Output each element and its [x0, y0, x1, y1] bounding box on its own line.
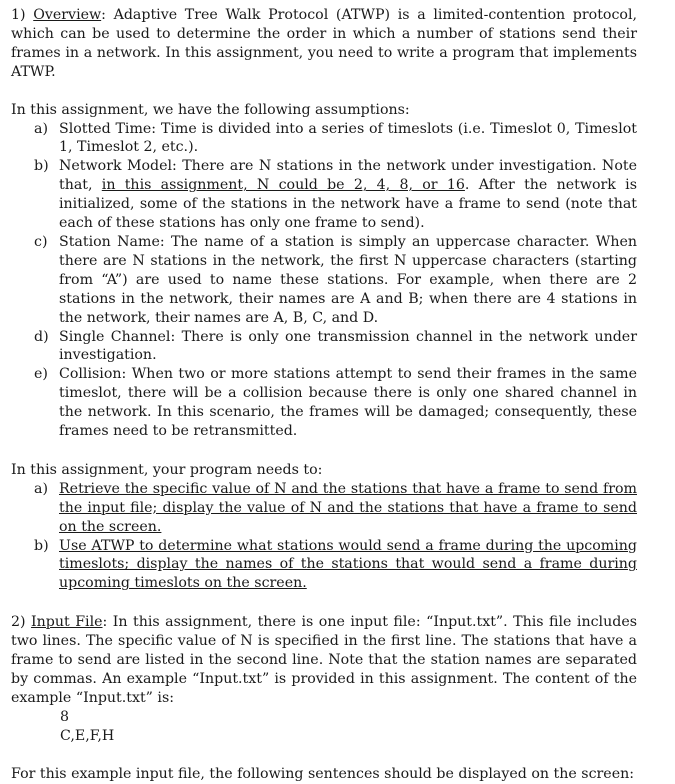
assumptions-intro: In this assignment, we have the following assumptions: [11, 101, 410, 118]
assumption-item [11, 120, 637, 158]
section-number: 2) [11, 614, 32, 631]
requirements-list [11, 480, 637, 593]
requirement-text: Use ATWP to determine what stations would send a frame during the upcoming timeslots; display the names of the stations that would send a frame during upcoming timeslots on the screen. [59, 537, 637, 592]
requirement-item [11, 537, 637, 594]
assumption-text: . After the network is initialized, some of the stations in the network have a frame to send (note that each of these stations has only one frame to send). [59, 177, 637, 232]
input-file-text: : In this assignment, there is one input file: “Input.txt”. This file includes two lines. The specific value of N is specified in the first line. The stations that have a frame to send are listed in the second line. Note that the station names are separated by commas. An example “Input.txt” is provided in this assignment. The content of the example “Input.txt” is: [11, 614, 637, 706]
input-file-paragraph [11, 613, 637, 708]
list-marker: c) [34, 233, 48, 250]
list-marker: d) [34, 328, 49, 345]
closing-sentence: For this example input file, the following sentences should be displayed on the screen: [11, 765, 635, 782]
assumptions-list [11, 120, 637, 441]
assumption-text: Single Channel: There is only one transmission channel in the network under investigation. [59, 328, 637, 364]
list-marker: e) [34, 366, 48, 383]
assumption-item [11, 328, 637, 366]
assumption-item [11, 157, 637, 233]
requirement-text: Retrieve the specific value of N and the stations that have a frame to send from the input file; display the value of N and the stations that have a frame to send on the screen. [59, 480, 637, 535]
assumption-item [11, 365, 637, 441]
requirement-item [11, 480, 637, 537]
list-marker: a) [34, 480, 48, 497]
overview-text: : Adaptive Tree Walk Protocol (ATWP) is a limited-contention protocol, which can be used to determine the order in which a number of stations send their frames in a network. In this assignment, you need to write a program that implements ATWP. [11, 7, 637, 80]
list-marker: b) [34, 158, 49, 175]
overview-heading: Overview [33, 7, 102, 23]
example-input-line-2: C,E,F,H [60, 727, 115, 744]
list-marker: a) [34, 120, 48, 137]
assumption-text: Station Name: The name of a station is simply an uppercase character. When there are N stations in the network, the first N uppercase characters (starting from “A”) are used to name these stations. For example, when there are 2 stations in the network, their names are A and B; when there are 4 stations in the network, their names are A, B, C, and D. [59, 233, 637, 326]
assumption-text: Slotted Time: Time is divided into a series of timeslots (i.e. Timeslot 0, Timeslot 1, Timeslot 2, etc.). [59, 120, 637, 156]
assumption-underlined-text: in this assignment, N could be 2, 4, 8, or 16 [101, 177, 465, 194]
assumption-text: Network Model: There are N stations in the network under investigation. Note that, [59, 158, 637, 194]
assumption-text: Collision: When two or more stations attempt to send their frames in the same timeslot, there will be a collision because there is only one shared channel in the network. In this scenario, the frames will be damaged; consequently, these frames need to be retransmitted. [59, 366, 637, 440]
assumption-item [11, 233, 637, 328]
overview-paragraph [11, 6, 637, 82]
input-file-heading: Input File [31, 614, 103, 631]
example-input-line-1: 8 [60, 708, 70, 725]
section-number: 1) [11, 7, 34, 23]
list-marker: b) [34, 537, 49, 554]
requirements-intro: In this assignment, your program needs to: [11, 461, 323, 478]
